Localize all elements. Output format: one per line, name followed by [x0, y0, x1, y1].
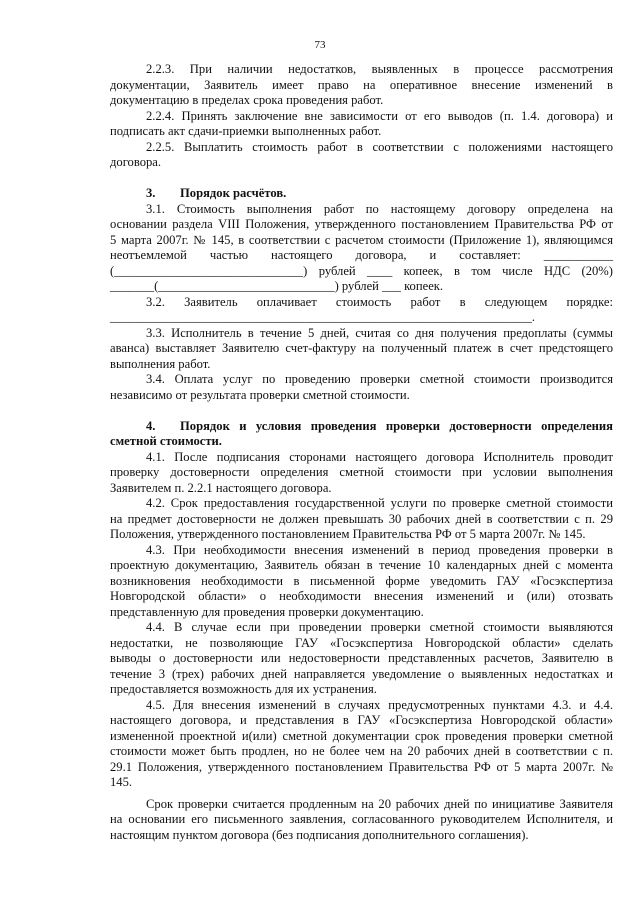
clause-4-3-line-1: 4.3. При необходимости внесения изменений в период проведения проверки в [146, 542, 613, 557]
clause-3-1-line-6: _______(____________________________) рублей ___ копеек. [110, 279, 444, 293]
clause-2-2-3-line-2: документации, Заявитель имеет право на оперативное внесение изменений в [110, 77, 613, 92]
clause-3-3-line-3: выполнения работ. [110, 356, 211, 371]
clause-4-1-line-1: 4.1. После подписания сторонами настоящего договора Исполнитель проводит [146, 449, 613, 464]
clause-4-2-line-2: на предмет достоверности не должен превышать 30 рабочих дней в соответствии с п. 29 [110, 511, 613, 526]
clause-3-4-line-2: независимо от результата проверки сметной стоимости. [110, 387, 410, 402]
clause-4-4-line-1: 4.4. В случае если при проведении проверки сметной стоимости выявляются [146, 620, 613, 634]
extension-paragraph-line-3: настоящим пунктом договора (без подписания дополнительного соглашения). [110, 827, 529, 842]
section-number: 3. [146, 186, 156, 200]
section-3-heading [110, 186, 613, 202]
clause-3-1-line-3: 5 марта 2007г. № 145, в соответствии с расчетом стоимости (Приложение 1), являющимся [110, 232, 613, 247]
extension-paragraph-line-2: на основании его письменного заявления, согласованного руководителем Исполнителя, и [110, 812, 613, 826]
clause-4-2-line-3: Положения, утвержденного постановлением Правительства РФ от 5 марта 2007г. № 145. [110, 527, 586, 541]
clause-4-3-line-5: представленную для проведения проверки документацию. [110, 604, 424, 619]
clause-4-5-line-4: стоимости может быть продлен, но не более чем на 20 рабочих дней в соответствии с п. [110, 744, 613, 758]
clause-3-1-line-2: основании раздела VIII Положения, утвержденного постановлением Правительства РФ от [110, 217, 613, 231]
clause-4-1-line-3: Заявителем п. 2.2.1 настоящего договора. [110, 480, 332, 495]
clause-2-2-5-line-1: 2.2.5. Выплатить стоимость работ в соответствии с положениями настоящего [146, 139, 613, 154]
clause-4-4-line-4: течение 3 (трех) рабочих дней направляется уведомление о выявленных недостатках и [110, 666, 613, 681]
clause-4-2-line-1: 4.2. Срок предоставления государственной услуги по проверке сметной стоимости [146, 496, 613, 510]
clause-4-3-line-4: Новгородской области» о необходимости внесения изменений и (или) отозвать [110, 589, 613, 603]
clause-4-5-line-6: 145. [110, 775, 133, 789]
clause-4-3-line-3: возникновения необходимости в письменной форме уведомить ГАУ «Госэкспертиза [110, 573, 613, 588]
section-number: 4. [146, 418, 156, 433]
clause-4-5-line-3: измененной проектной и(или) сметной документации срок проведения проверки сметной [110, 728, 613, 743]
clause-4-4-line-2: недостатки, не позволяющие ГАУ «Госэкспертиза Новгородской области» сделать [110, 635, 613, 650]
clause-3-2-line-1: 3.2. Заявитель оплачивает стоимость работ в следующем порядке: [146, 294, 613, 309]
spacer [110, 171, 613, 187]
clause-4-5-line-1: 4.5. Для внесения изменений в случаях предусмотренных пунктами 4.3. и 4.4. [146, 697, 613, 712]
section-title: Порядок и условия проведения проверки достоверности определения [180, 418, 613, 433]
clause-2-2-5-line-2: договора. [110, 155, 162, 169]
clause-4-5-line-2: настоящего договора, и представления в ГАУ «Госэкспертиза Новгородской области» [110, 713, 613, 727]
clause-3-1-line-5: (______________________________) рублей ____ копеек, в том числе НДС (20%) [110, 263, 613, 278]
section-4-heading-line-2: сметной стоимости. [110, 434, 222, 448]
clause-2-2-4-line-2: подписать акт сдачи-приемки выполненных работ. [110, 124, 382, 138]
clause-4-5-line-5: 29.1 Положения, утвержденного постановлением Правительства РФ от 5 марта 2007г. № [110, 759, 613, 774]
clause-4-1-line-2: проверку достоверности определения сметной стоимости при условии выполнения [110, 465, 613, 479]
clause-2-2-4-line-1: 2.2.4. Принять заключение вне зависимости от его выводов (п. 1.4. договора) и [146, 108, 613, 123]
document-body [110, 62, 613, 843]
clause-2-2-3-line-3: документацию в пределах срока проведения работ. [110, 93, 384, 107]
clause-3-3-line-1: 3.3. Исполнитель в течение 5 дней, считая со дня получения предоплаты (суммы [146, 325, 613, 340]
clause-3-2-line-2: ___________________________________________________________________. [110, 310, 536, 324]
section-title: Порядок расчётов. [180, 186, 287, 200]
section-4-heading-line-1 [110, 419, 613, 435]
clause-4-4-line-5: предоставляется возможность для их устранения. [110, 682, 377, 696]
clause-2-2-3-line-1: 2.2.3. При наличии недостатков, выявленных в процессе рассмотрения [146, 62, 613, 76]
clause-4-4-line-3: выводы о достоверности или недостоверности представленных расчетов, Заявителю в [110, 651, 613, 665]
clause-3-3-line-2: аванса) выставляет Заявителю счет-фактуру на полученный платеж в счет предстоящего [110, 341, 613, 355]
page-number: 73 [314, 39, 326, 51]
clause-3-4-line-1: 3.4. Оплата услуг по проведению проверки сметной стоимости производится [146, 372, 613, 386]
clause-4-3-line-2: проектную документацию, Заявитель обязан в течение 10 календарных дней с момента [110, 558, 613, 572]
clause-3-1-line-1: 3.1. Стоимость выполнения работ по настоящему договору определена на [146, 201, 613, 216]
extension-paragraph-line-1: Срок проверки считается продленным на 20 рабочих дней по инициативе Заявителя [146, 796, 613, 811]
spacer [110, 403, 613, 419]
clause-3-1-line-4: неотъемлемой частью настоящего договора, и составляет: ___________ [110, 248, 613, 262]
